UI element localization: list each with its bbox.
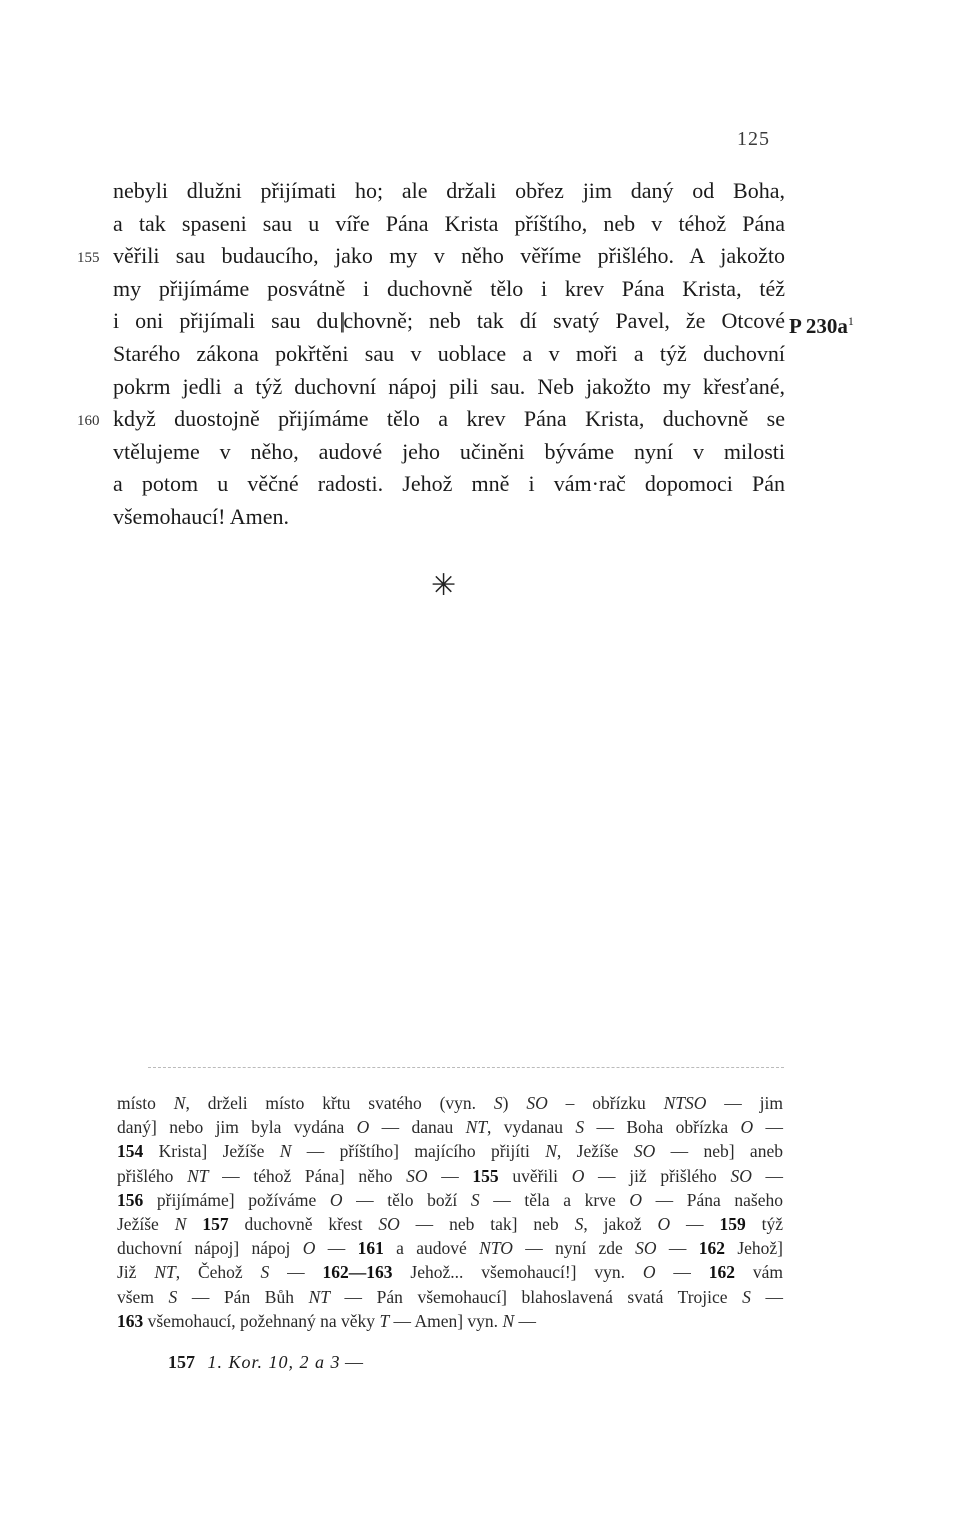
- apparatus-text: Krista] Ježíše: [143, 1141, 280, 1162]
- siglum: O: [329, 1189, 343, 1210]
- apparatus-line: [117, 1309, 783, 1333]
- apparatus-text: duchovní nápoj] nápoj: [117, 1238, 303, 1259]
- apparatus-text: všemohaucí, požehnaný na věky: [143, 1310, 380, 1331]
- apparatus-text: Jehož]: [724, 1238, 783, 1259]
- siglum: O: [657, 1213, 671, 1234]
- text-line: a tak spaseni sau u víře Pána Krista příštího, neb v téhož Pána: [113, 210, 785, 236]
- siglum: O: [571, 1165, 585, 1186]
- asterisk-ornament: ✳: [431, 569, 457, 602]
- apparatus-text: , drželi místo křtu svatého (vyn.: [185, 1093, 494, 1113]
- apparatus-text: — tělo boží: [342, 1189, 471, 1210]
- apparatus-text: duchovně křest: [228, 1213, 379, 1234]
- text-line: Starého zákona pokřtěni sau v uoblace a v moři a týž duchovní: [113, 340, 785, 366]
- apparatus-line: [117, 1139, 783, 1163]
- apparatus-text: vám: [735, 1262, 783, 1283]
- siglum: O: [642, 1262, 656, 1283]
- apparatus-line: [117, 1285, 783, 1309]
- siglum: SO: [730, 1165, 752, 1186]
- text-line: pokrm jedli a týž duchovní nápoj pili sau. Neb jakožto my křesťané,: [113, 373, 785, 399]
- siglum: NT: [308, 1286, 330, 1307]
- siglum: SO: [633, 1141, 656, 1162]
- critical-apparatus: [117, 1091, 783, 1333]
- marginal-reference-sup: 1: [847, 314, 854, 329]
- apparatus-text: — těla a krve: [479, 1189, 630, 1210]
- siglum: S: [742, 1286, 751, 1307]
- apparatus-line: [117, 1260, 783, 1284]
- apparatus-text: —: [753, 1117, 783, 1138]
- apparatus-line: [117, 1212, 783, 1236]
- siglum: SO: [526, 1093, 548, 1113]
- siglum: S: [574, 1213, 584, 1234]
- line-reference: 156: [117, 1189, 144, 1210]
- apparatus-text: daný] nebo jim byla vydána: [117, 1117, 357, 1138]
- siglum: S: [493, 1093, 503, 1113]
- apparatus-text: —: [514, 1310, 536, 1331]
- text-line: nebyli dlužni přijímati ho; ale držali obřez jim daný od Boha,: [113, 178, 785, 203]
- marginal-reference-label: P 230a: [789, 314, 848, 339]
- siglum: N: [502, 1310, 515, 1331]
- apparatus-text: — Pán všemohaucí] blahoslavená svatá Trojice: [329, 1286, 743, 1307]
- line-reference: 162—163: [322, 1262, 393, 1283]
- siglum: SO: [406, 1165, 428, 1186]
- text-line: a potom u věčné radosti. Jehož mně i vám·rač dopomoci Pán: [113, 471, 785, 497]
- apparatus-text: — Amen] vyn.: [389, 1310, 503, 1331]
- apparatus-text: — danau: [369, 1117, 466, 1138]
- siglum: N: [279, 1141, 292, 1162]
- siglum: S: [168, 1286, 178, 1307]
- line-reference: 159: [719, 1213, 746, 1234]
- siglum: NTSO: [663, 1093, 707, 1113]
- apparatus-text: Ježíše: [117, 1213, 175, 1234]
- text-line: všemohaucí! Amen.: [113, 503, 289, 529]
- apparatus-text: —: [269, 1262, 323, 1283]
- apparatus-text: —: [655, 1262, 709, 1283]
- siglum: N: [545, 1141, 557, 1162]
- apparatus-text: , Ježíše: [556, 1141, 634, 1162]
- apparatus-text: , vydanau: [487, 1117, 576, 1138]
- apparatus-line: [117, 1091, 783, 1115]
- siglum: N: [174, 1213, 187, 1234]
- line-reference: 163: [117, 1310, 144, 1331]
- apparatus-text: —: [750, 1286, 783, 1307]
- siglum: NT: [154, 1262, 176, 1283]
- apparatus-text: —: [670, 1213, 720, 1234]
- apparatus-line: [117, 1115, 783, 1139]
- line-reference: 162: [698, 1238, 725, 1259]
- siglum: O: [356, 1117, 370, 1138]
- line-reference: 157: [202, 1213, 229, 1234]
- siglum: S: [260, 1262, 270, 1283]
- siglum: O: [740, 1117, 754, 1138]
- apparatus-text: Již: [117, 1262, 155, 1283]
- line-reference: 161: [357, 1238, 384, 1259]
- siglum: O: [629, 1189, 643, 1210]
- text-line: my přijímáme posvátně i duchovně tělo i krev Pána Krista, též: [113, 275, 785, 301]
- apparatus-text: — již přišlého: [584, 1165, 731, 1186]
- apparatus-line: [117, 1188, 783, 1212]
- text-line-content: chovně; neb tak dí svatý Pavel, že Otcové: [343, 308, 785, 334]
- apparatus-text: — jim: [706, 1093, 783, 1113]
- footnote-dash: —: [345, 1352, 364, 1372]
- apparatus-text: — téhož Pána] něho: [208, 1165, 407, 1186]
- text-line: vtělujeme v něho, audové jeho učiněni býváme nyní v milosti: [113, 438, 785, 464]
- separator-rule: [148, 1067, 784, 1068]
- apparatus-text: všem: [117, 1286, 169, 1307]
- apparatus-text: Jehož... všemohaucí!] vyn.: [392, 1262, 643, 1283]
- siglum: SO: [635, 1238, 657, 1259]
- text-line-content: věřili sau budaucího, jako my v něho věříme přišlého. A jakožto: [113, 243, 785, 269]
- footnote-reference: 1. Kor. 10, 2 a 3: [207, 1352, 341, 1372]
- apparatus-text: — příštího] majícího přijíti: [291, 1141, 546, 1162]
- apparatus-text: uvěřili: [498, 1165, 572, 1186]
- apparatus-text: přijímáme] požíváme: [143, 1189, 330, 1210]
- siglum: SO: [378, 1213, 400, 1234]
- text-line-content: i oni přijímali sau du: [113, 308, 339, 334]
- apparatus-line: [117, 1236, 783, 1260]
- text-line: [77, 240, 785, 273]
- apparatus-text: týž: [745, 1213, 783, 1234]
- column-break-mark: ||: [339, 308, 343, 334]
- siglum: O: [302, 1238, 316, 1259]
- apparatus-text: —: [656, 1238, 699, 1259]
- line-reference: 155: [472, 1165, 499, 1186]
- apparatus-text: —: [427, 1165, 473, 1186]
- footnote: [168, 1352, 363, 1373]
- siglum: S: [470, 1189, 480, 1210]
- footnote-number: 157: [168, 1352, 195, 1372]
- line-reference: 162: [708, 1262, 735, 1283]
- apparatus-text: , Čehož: [175, 1262, 261, 1283]
- siglum: T: [379, 1310, 390, 1331]
- apparatus-text: — nyní zde: [512, 1238, 636, 1259]
- apparatus-text: — Pána našeho: [642, 1189, 783, 1210]
- apparatus-text: —: [315, 1238, 358, 1259]
- apparatus-text: — Pán Bůh: [177, 1286, 309, 1307]
- apparatus-text: a audové: [383, 1238, 480, 1259]
- siglum: NTO: [479, 1238, 513, 1259]
- apparatus-text: – obřízku: [547, 1093, 664, 1113]
- apparatus-text: — neb] aneb: [655, 1141, 783, 1162]
- line-number: 160: [77, 413, 100, 430]
- apparatus-text: —: [751, 1165, 784, 1186]
- apparatus-text: , jakož: [583, 1213, 658, 1234]
- line-reference: 154: [117, 1141, 144, 1162]
- marginal-reference: [789, 305, 854, 343]
- line-number: 155: [77, 250, 100, 267]
- siglum: NT: [187, 1165, 209, 1186]
- apparatus-text: — Boha obřízka: [584, 1117, 741, 1138]
- siglum: NT: [465, 1117, 488, 1138]
- siglum: N: [173, 1093, 186, 1113]
- apparatus-text: přišlého: [117, 1165, 188, 1186]
- text-line: [113, 305, 854, 339]
- apparatus-text: ): [502, 1093, 527, 1113]
- text-line: [77, 403, 785, 436]
- page-number: 125: [737, 128, 770, 150]
- apparatus-line: [117, 1164, 783, 1188]
- apparatus-text: — neb tak] neb: [399, 1213, 575, 1234]
- main-text: [77, 175, 854, 534]
- siglum: S: [575, 1117, 585, 1138]
- apparatus-text: místo: [117, 1093, 174, 1113]
- text-line-content: když duostojně přijímáme tělo a krev Pána Krista, duchovně se: [113, 406, 785, 432]
- apparatus-text: [186, 1214, 202, 1234]
